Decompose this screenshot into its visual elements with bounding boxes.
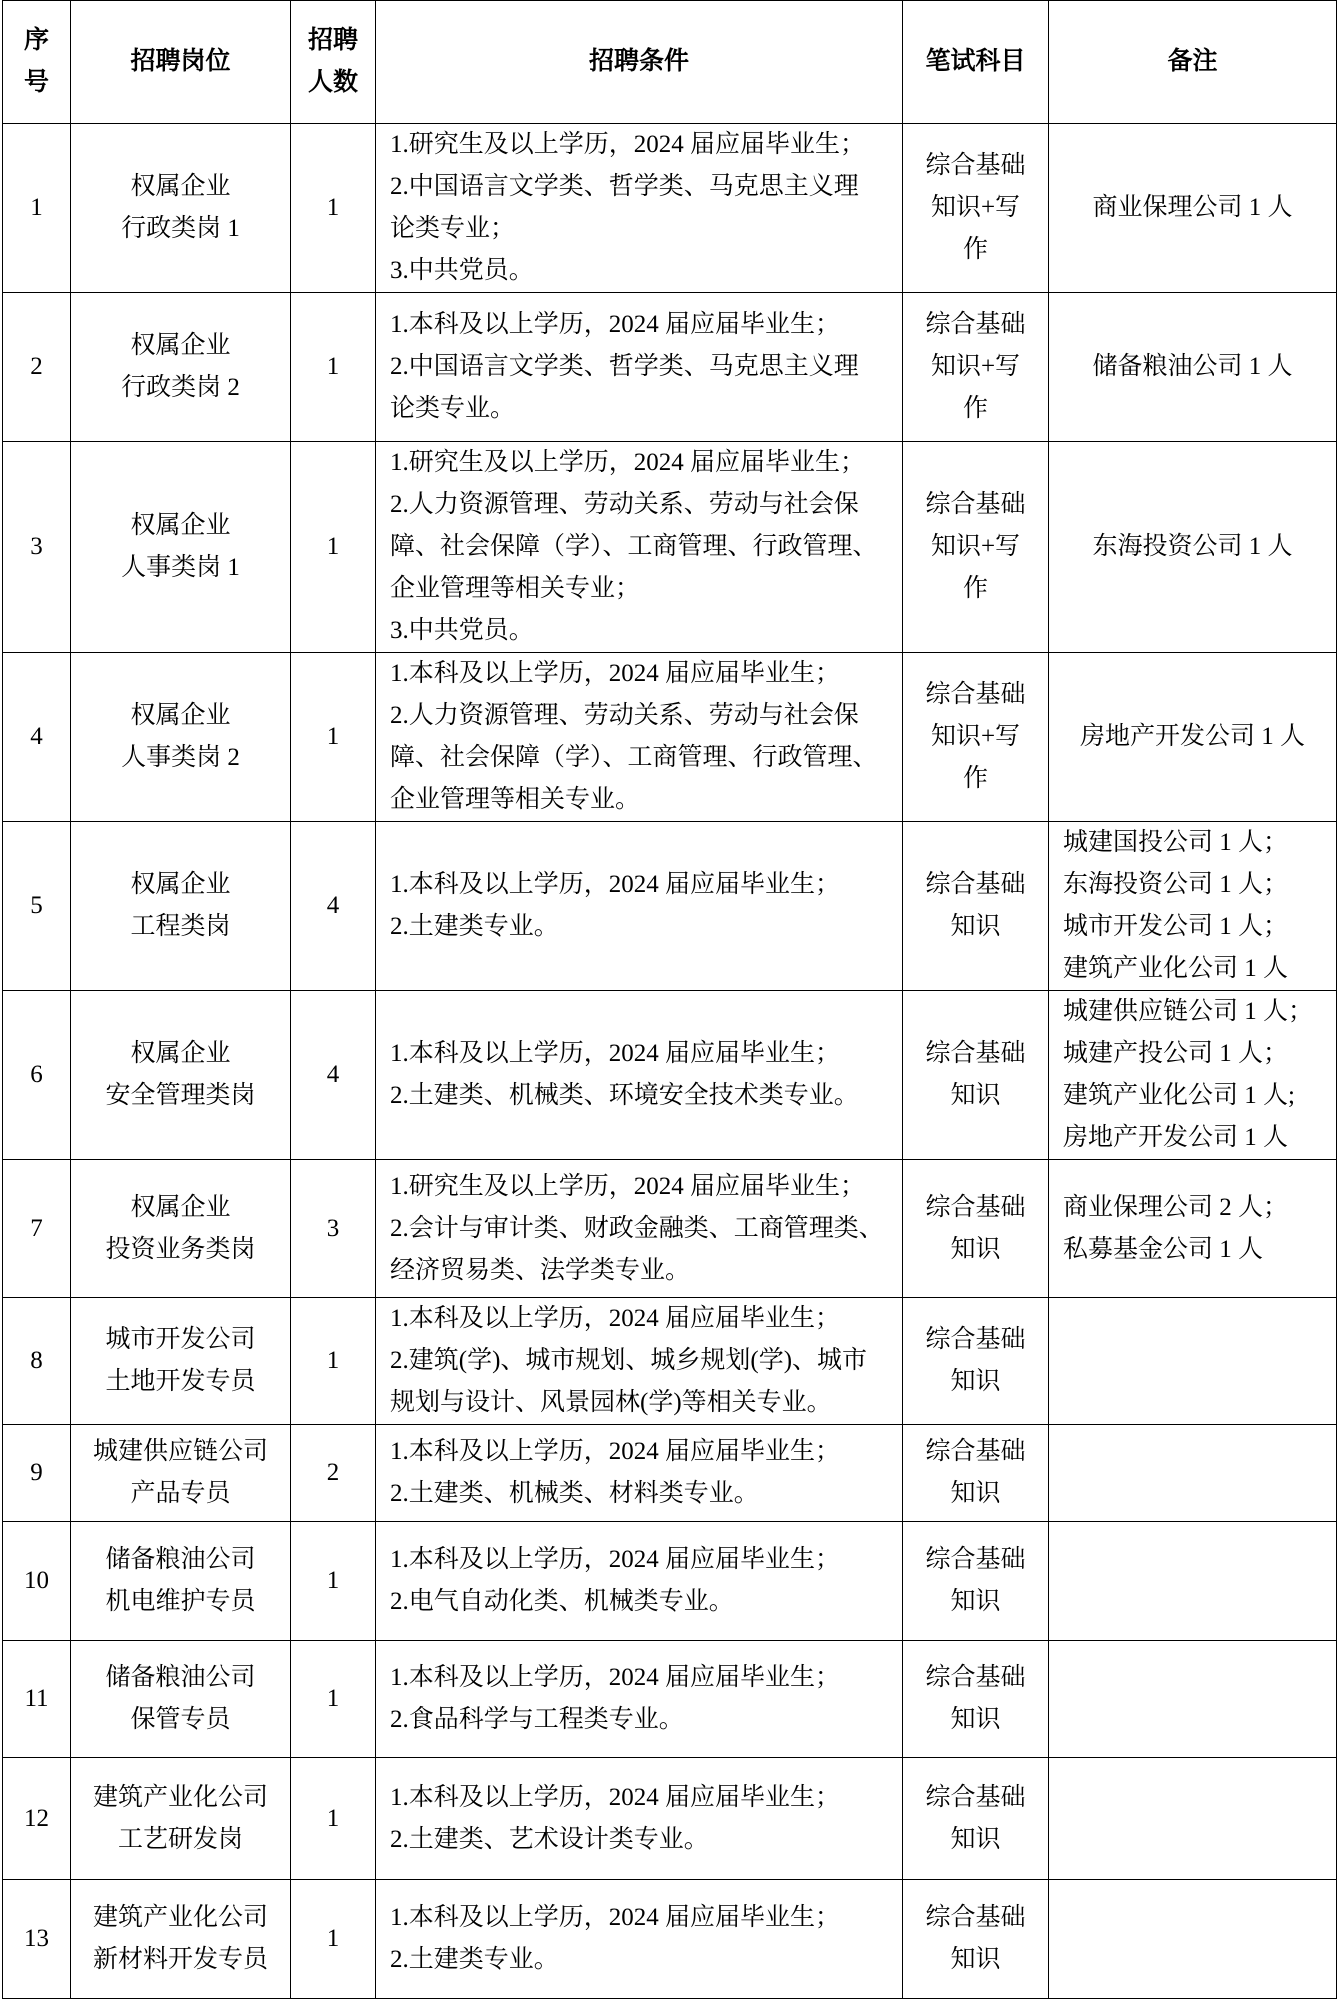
conditions-cell-line: 企业管理等相关专业。 [390,786,641,813]
conditions-cell-line: 2.土建类、机械类、材料类专业。 [390,1480,759,1507]
subject-cell [903,653,1049,822]
count-cell: 1 [291,1641,376,1758]
remark-cell-line: 私募基金公司 1 人 [1063,1235,1264,1263]
conditions-cell-line: 2.电气自动化类、机械类专业。 [390,1588,734,1615]
conditions-cell-line: 经济贸易类、法学类专业。 [390,1256,691,1284]
conditions-cell-line: 2.土建类专业。 [390,1946,559,1973]
conditions-cell-line: 3.中共党员。 [390,617,534,644]
row-number: 13 [3,1880,71,1999]
conditions-cell [376,1298,903,1425]
table-row [3,991,1337,1160]
position-cell [71,293,291,442]
row-number: 7 [3,1160,71,1298]
remark-cell-line: 房地产开发公司 1 人 [1063,1124,1289,1151]
header-conditions [376,1,903,124]
row-number: 10 [3,1522,71,1641]
position-cell-line: 城建供应链公司 [92,1438,268,1465]
subject-cell-line: 综合基础 [925,1193,1026,1221]
subject-cell [903,822,1049,991]
subject-cell [903,991,1049,1160]
remark-cell [1049,822,1337,991]
conditions-cell-line: 1.本科及以上学历，2024 届应届毕业生； [390,660,841,687]
conditions-cell-line: 2.食品科学与工程类专业。 [390,1706,684,1733]
subject-cell-line: 综合基础 [925,491,1026,518]
conditions-cell-line: 障、社会保障（学）、工商管理、行政管理、 [390,744,878,771]
remark-cell [1049,1641,1337,1758]
remark-cell-line: 城建供应链公司 1 人； [1063,998,1314,1025]
position-cell [71,442,291,653]
position-cell [71,1298,291,1425]
table-row [3,124,1337,293]
subject-cell-line: 知识+写 [930,353,1021,380]
position-cell-line: 行政类岗 2 [121,374,240,401]
remark-cell-line: 东海投资公司 1 人； [1063,871,1289,898]
subject-cell [903,1425,1049,1522]
remark-cell-line: 储备粮油公司 1 人 [1092,353,1293,380]
position-cell [71,1758,291,1880]
subject-cell-line: 作 [962,395,988,422]
header-count [291,1,376,124]
conditions-cell-line: 2.会计与审计类、财政金融类、工商管理类、 [390,1214,884,1242]
header-text: 招聘条件 [588,48,689,75]
table-row [3,1160,1337,1298]
position-cell-line: 权属企业 [130,173,231,200]
count-cell: 4 [291,991,376,1160]
remark-cell-line: 城建国投公司 1 人； [1063,829,1289,856]
remark-cell [1049,1522,1337,1641]
conditions-cell-line: 1.本科及以上学历，2024 届应届毕业生； [390,1904,841,1931]
conditions-cell-line: 1.本科及以上学历，2024 届应届毕业生； [390,1546,841,1573]
count-cell: 2 [291,1425,376,1522]
row-number: 11 [3,1641,71,1758]
count-cell: 1 [291,293,376,442]
conditions-cell-line: 2.建筑(学)、城市规划、城乡规划(学)、城市 [390,1347,868,1374]
table-row [3,653,1337,822]
remark-cell [1049,991,1337,1160]
position-cell-line: 工艺研发岗 [117,1825,243,1853]
position-cell-line: 机电维护专员 [105,1588,256,1615]
position-cell-line: 保管专员 [130,1706,231,1733]
subject-cell-line: 知识 [950,1946,1001,1973]
count-cell: 1 [291,1758,376,1880]
subject-cell-line: 作 [962,575,988,602]
position-cell [71,1641,291,1758]
row-number: 3 [3,442,71,653]
recruitment-table [2,0,1337,1999]
subject-cell-line: 综合基础 [925,1664,1026,1691]
subject-cell-line: 综合基础 [925,152,1026,179]
count-cell: 3 [291,1160,376,1298]
conditions-cell-line: 1.本科及以上学历，2024 届应届毕业生； [390,871,841,898]
count-cell: 4 [291,822,376,991]
row-number: 1 [3,124,71,293]
conditions-cell [376,1758,903,1880]
subject-cell-line: 综合基础 [925,1546,1026,1573]
row-number: 5 [3,822,71,991]
conditions-cell [376,822,903,991]
conditions-cell-line: 2.土建类专业。 [390,913,559,940]
conditions-cell-line: 1.本科及以上学历，2024 届应届毕业生； [390,1305,841,1332]
remark-cell [1049,293,1337,442]
position-cell-line: 人事类岗 1 [121,554,240,581]
conditions-cell-line: 2.人力资源管理、劳动关系、劳动与社会保 [390,702,859,729]
subject-cell-line: 知识 [950,1368,1001,1395]
header-text: 人数 [307,69,358,96]
position-cell-line: 投资业务类岗 [105,1235,256,1263]
header-text: 序 [23,27,49,54]
table-body [3,124,1337,1999]
position-cell-line: 建筑产业化公司 [92,1904,268,1931]
position-cell-line: 权属企业 [130,512,231,539]
header-text: 号 [23,69,49,96]
conditions-cell [376,1522,903,1641]
position-cell-line: 城市开发公司 [105,1326,256,1353]
position-cell-line: 人事类岗 2 [121,744,240,771]
row-number: 4 [3,653,71,822]
position-cell-line: 权属企业 [130,871,231,898]
position-cell-line: 权属企业 [130,1040,231,1067]
subject-cell-line: 知识 [950,1825,1001,1853]
conditions-cell [376,1641,903,1758]
conditions-cell-line: 1.本科及以上学历，2024 届应届毕业生； [390,311,841,338]
table-row [3,1425,1337,1522]
subject-cell [903,124,1049,293]
conditions-cell [376,1880,903,1999]
row-number: 9 [3,1425,71,1522]
remark-cell-line: 城市开发公司 1 人； [1063,913,1289,940]
position-cell-line: 建筑产业化公司 [92,1783,268,1811]
table-row [3,1758,1337,1880]
remark-cell-line: 建筑产业化公司 1 人; [1063,1082,1295,1109]
subject-cell-line: 知识+写 [930,723,1021,750]
subject-cell-line: 知识 [950,1480,1001,1507]
subject-cell-line: 综合基础 [925,871,1026,898]
conditions-cell-line: 1.研究生及以上学历，2024 届应届毕业生； [390,449,866,476]
subject-cell-line: 知识 [950,1082,1001,1109]
position-cell-line: 储备粮油公司 [105,1664,256,1691]
position-cell-line: 权属企业 [130,1193,231,1221]
conditions-cell-line: 2.中国语言文学类、哲学类、马克思主义理 [390,353,859,380]
position-cell-line: 权属企业 [130,702,231,729]
position-cell-line: 土地开发专员 [105,1368,256,1395]
conditions-cell [376,991,903,1160]
header-text: 招聘 [307,27,358,54]
table-row [3,1880,1337,1999]
conditions-cell [376,653,903,822]
remark-cell-line: 东海投资公司 1 人 [1092,533,1293,560]
header-text: 笔试科目 [925,48,1026,75]
conditions-cell-line: 规划与设计、风景园林(学)等相关专业。 [390,1389,832,1416]
conditions-cell-line: 2.土建类、艺术设计类专业。 [390,1825,709,1853]
position-cell-line: 安全管理类岗 [105,1082,256,1109]
position-cell-line: 新材料开发专员 [92,1946,268,1973]
subject-cell-line: 综合基础 [925,311,1026,338]
row-number: 8 [3,1298,71,1425]
position-cell-line: 工程类岗 [130,913,231,940]
remark-cell-line: 商业保理公司 2 人； [1063,1193,1289,1221]
conditions-cell-line: 论类专业； [390,215,516,242]
conditions-cell-line: 1.本科及以上学历，2024 届应届毕业生； [390,1664,841,1691]
count-cell: 1 [291,442,376,653]
subject-cell-line: 综合基础 [925,1438,1026,1465]
conditions-cell-line: 1.研究生及以上学历，2024 届应届毕业生； [390,1172,866,1200]
count-cell: 1 [291,124,376,293]
table-row [3,442,1337,653]
conditions-cell [376,1160,903,1298]
table-row [3,1522,1337,1641]
header-text: 招聘岗位 [130,48,231,75]
subject-cell [903,1880,1049,1999]
position-cell-line: 行政类岗 1 [121,215,240,242]
conditions-cell-line: 3.中共党员。 [390,257,534,284]
table-row [3,293,1337,442]
subject-cell [903,442,1049,653]
count-cell: 1 [291,653,376,822]
position-cell-line: 产品专员 [130,1480,231,1507]
row-number: 2 [3,293,71,442]
count-cell: 1 [291,1522,376,1641]
subject-cell [903,1160,1049,1298]
subject-cell-line: 知识 [950,1706,1001,1733]
remark-cell [1049,124,1337,293]
conditions-cell-line: 1.本科及以上学历，2024 届应届毕业生； [390,1040,841,1067]
table-row [3,1298,1337,1425]
subject-cell [903,1758,1049,1880]
table-row [3,1641,1337,1758]
conditions-cell-line: 2.土建类、机械类、环境安全技术类专业。 [390,1082,859,1109]
row-number: 6 [3,991,71,1160]
conditions-cell-line: 2.中国语言文学类、哲学类、马克思主义理 [390,173,859,200]
header-subject [903,1,1049,124]
header-row [3,1,1337,124]
conditions-cell-line: 1.本科及以上学历，2024 届应届毕业生； [390,1783,841,1811]
position-cell [71,991,291,1160]
header-no [3,1,71,124]
header-position [71,1,291,124]
position-cell [71,1522,291,1641]
remark-cell [1049,1880,1337,1999]
position-cell-line: 储备粮油公司 [105,1546,256,1573]
remark-cell [1049,1298,1337,1425]
position-cell [71,1880,291,1999]
count-cell: 1 [291,1298,376,1425]
remark-cell-line: 建筑产业化公司 1 人 [1063,955,1289,982]
table-row [3,822,1337,991]
subject-cell-line: 知识 [950,1235,1001,1263]
position-cell [71,124,291,293]
conditions-cell-line: 1.本科及以上学历，2024 届应届毕业生； [390,1438,841,1465]
subject-cell [903,1641,1049,1758]
remark-cell [1049,1160,1337,1298]
conditions-cell-line: 1.研究生及以上学历，2024 届应届毕业生； [390,131,866,158]
conditions-cell-line: 障、社会保障（学）、工商管理、行政管理、 [390,533,878,560]
subject-cell-line: 知识+写 [930,533,1021,560]
conditions-cell [376,442,903,653]
position-cell-line: 权属企业 [130,332,231,359]
subject-cell [903,1522,1049,1641]
conditions-cell [376,124,903,293]
subject-cell [903,293,1049,442]
position-cell [71,653,291,822]
conditions-cell [376,293,903,442]
subject-cell-line: 知识 [950,913,1001,940]
subject-cell-line: 综合基础 [925,681,1026,708]
subject-cell [903,1298,1049,1425]
conditions-cell-line: 论类专业。 [390,395,516,422]
remark-cell [1049,1425,1337,1522]
count-cell: 1 [291,1880,376,1999]
row-number: 12 [3,1758,71,1880]
conditions-cell-line: 2.人力资源管理、劳动关系、劳动与社会保 [390,491,859,518]
remark-cell [1049,653,1337,822]
position-cell [71,1160,291,1298]
subject-cell-line: 知识+写 [930,194,1021,221]
subject-cell-line: 综合基础 [925,1783,1026,1811]
remark-cell [1049,1758,1337,1880]
remark-cell-line: 房地产开发公司 1 人 [1079,723,1305,750]
remark-cell-line: 商业保理公司 1 人 [1092,194,1293,221]
header-remark [1049,1,1337,124]
subject-cell-line: 作 [962,236,988,263]
subject-cell-line: 综合基础 [925,1904,1026,1931]
subject-cell-line: 知识 [950,1588,1001,1615]
position-cell [71,822,291,991]
conditions-cell [376,1425,903,1522]
subject-cell-line: 综合基础 [925,1040,1026,1067]
subject-cell-line: 综合基础 [925,1326,1026,1353]
position-cell [71,1425,291,1522]
header-text: 备注 [1167,48,1218,75]
remark-cell [1049,442,1337,653]
remark-cell-line: 城建产投公司 1 人； [1063,1040,1289,1067]
conditions-cell-line: 企业管理等相关专业； [390,575,641,602]
subject-cell-line: 作 [962,765,988,792]
